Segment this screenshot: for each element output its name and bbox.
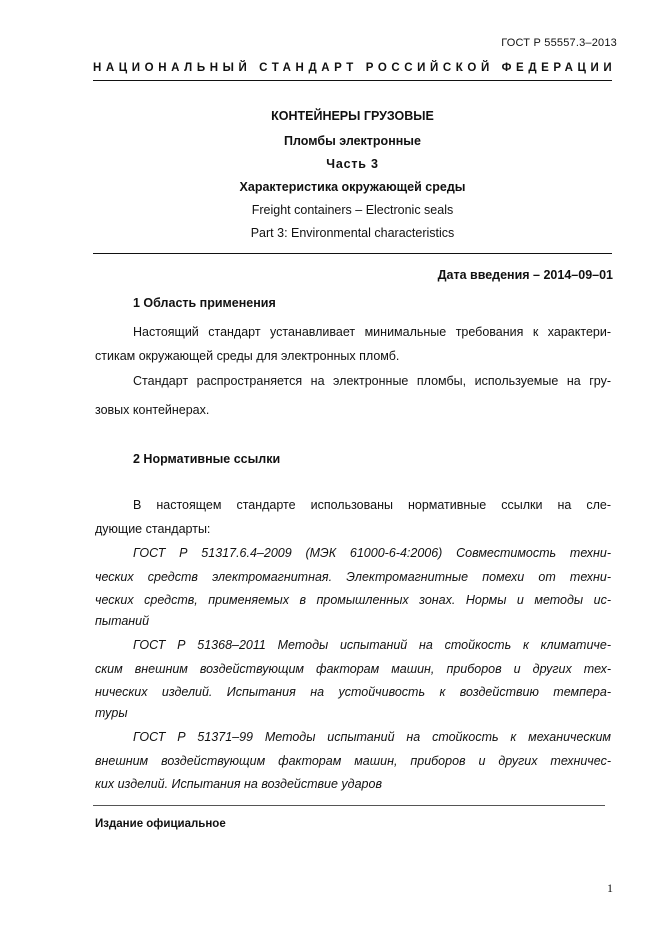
section1-p2-line1: Стандарт распространяется на электронные пломбы, используемые на гру-: [133, 374, 611, 388]
reference-2-line2: ским внешним воздействующим факторам машин, приборов и других тех-: [95, 662, 611, 676]
reference-3-line1: ГОСТ Р 51371–99 Методы испытаний на стойкость к механическим: [133, 730, 611, 744]
section2-intro-line1: В настоящем стандарте использованы нормативные ссылки на сле-: [133, 498, 611, 512]
reference-1-line3: ческих средств, применяемых в промышленных зонах. Нормы и методы ис-: [95, 593, 611, 607]
reference-1-line1: ГОСТ Р 51317.6.4–2009 (МЭК 61000-6-4:2006) Совместимость техни-: [133, 546, 611, 560]
section2-heading: 2 Нормативные ссылки: [133, 452, 281, 466]
header-divider: [93, 80, 612, 81]
reference-1-line2: ческих средств электромагнитная. Электромагнитные помехи от техни-: [95, 570, 611, 584]
title-english: Freight containers – Electronic seals: [251, 203, 454, 217]
title-part: Часть 3: [326, 157, 379, 171]
section1-p1-line2: стикам окружающей среды для электронных пломб.: [95, 349, 400, 363]
title-main: КОНТЕЙНЕРЫ ГРУЗОВЫЕ: [271, 109, 434, 123]
section1-p1-line1: Настоящий стандарт устанавливает минимальные требования к характери-: [133, 325, 611, 339]
official-edition-label: Издание официальное: [95, 818, 226, 830]
reference-2-line3: нических изделий. Испытания на устойчивость к воздействию темпера-: [95, 685, 611, 699]
section2-intro-line2: дующие стандарты:: [95, 522, 211, 536]
title-english-part: Part 3: Environmental characteristics: [250, 226, 455, 240]
title-divider: [93, 253, 612, 254]
national-standard-banner: НАЦИОНАЛЬНЫЙ СТАНДАРТ РОССИЙСКОЙ ФЕДЕРАЦИИ: [93, 62, 617, 74]
footnote-divider: [93, 805, 605, 806]
section1-heading: 1 Область применения: [133, 296, 276, 310]
reference-3-line2: внешним воздействующим факторам машин, приборов и других техничес-: [95, 754, 611, 768]
page-number: 1: [607, 881, 613, 895]
reference-3-line3: ких изделий. Испытания на воздействие ударов: [95, 777, 382, 791]
section1-p2-line2: зовых контейнерах.: [95, 403, 210, 417]
title-subtitle: Пломбы электронные: [284, 134, 421, 148]
reference-2-line4: туры: [95, 706, 128, 720]
introduction-date: Дата введения – 2014–09–01: [437, 268, 613, 282]
reference-2-line1: ГОСТ Р 51368–2011 Методы испытаний на стойкость к климатиче-: [133, 638, 611, 652]
document-code: ГОСТ Р 55557.3–2013: [501, 37, 617, 49]
title-part-name: Характеристика окружающей среды: [239, 180, 466, 194]
reference-1-line4: пытаний: [95, 614, 150, 628]
